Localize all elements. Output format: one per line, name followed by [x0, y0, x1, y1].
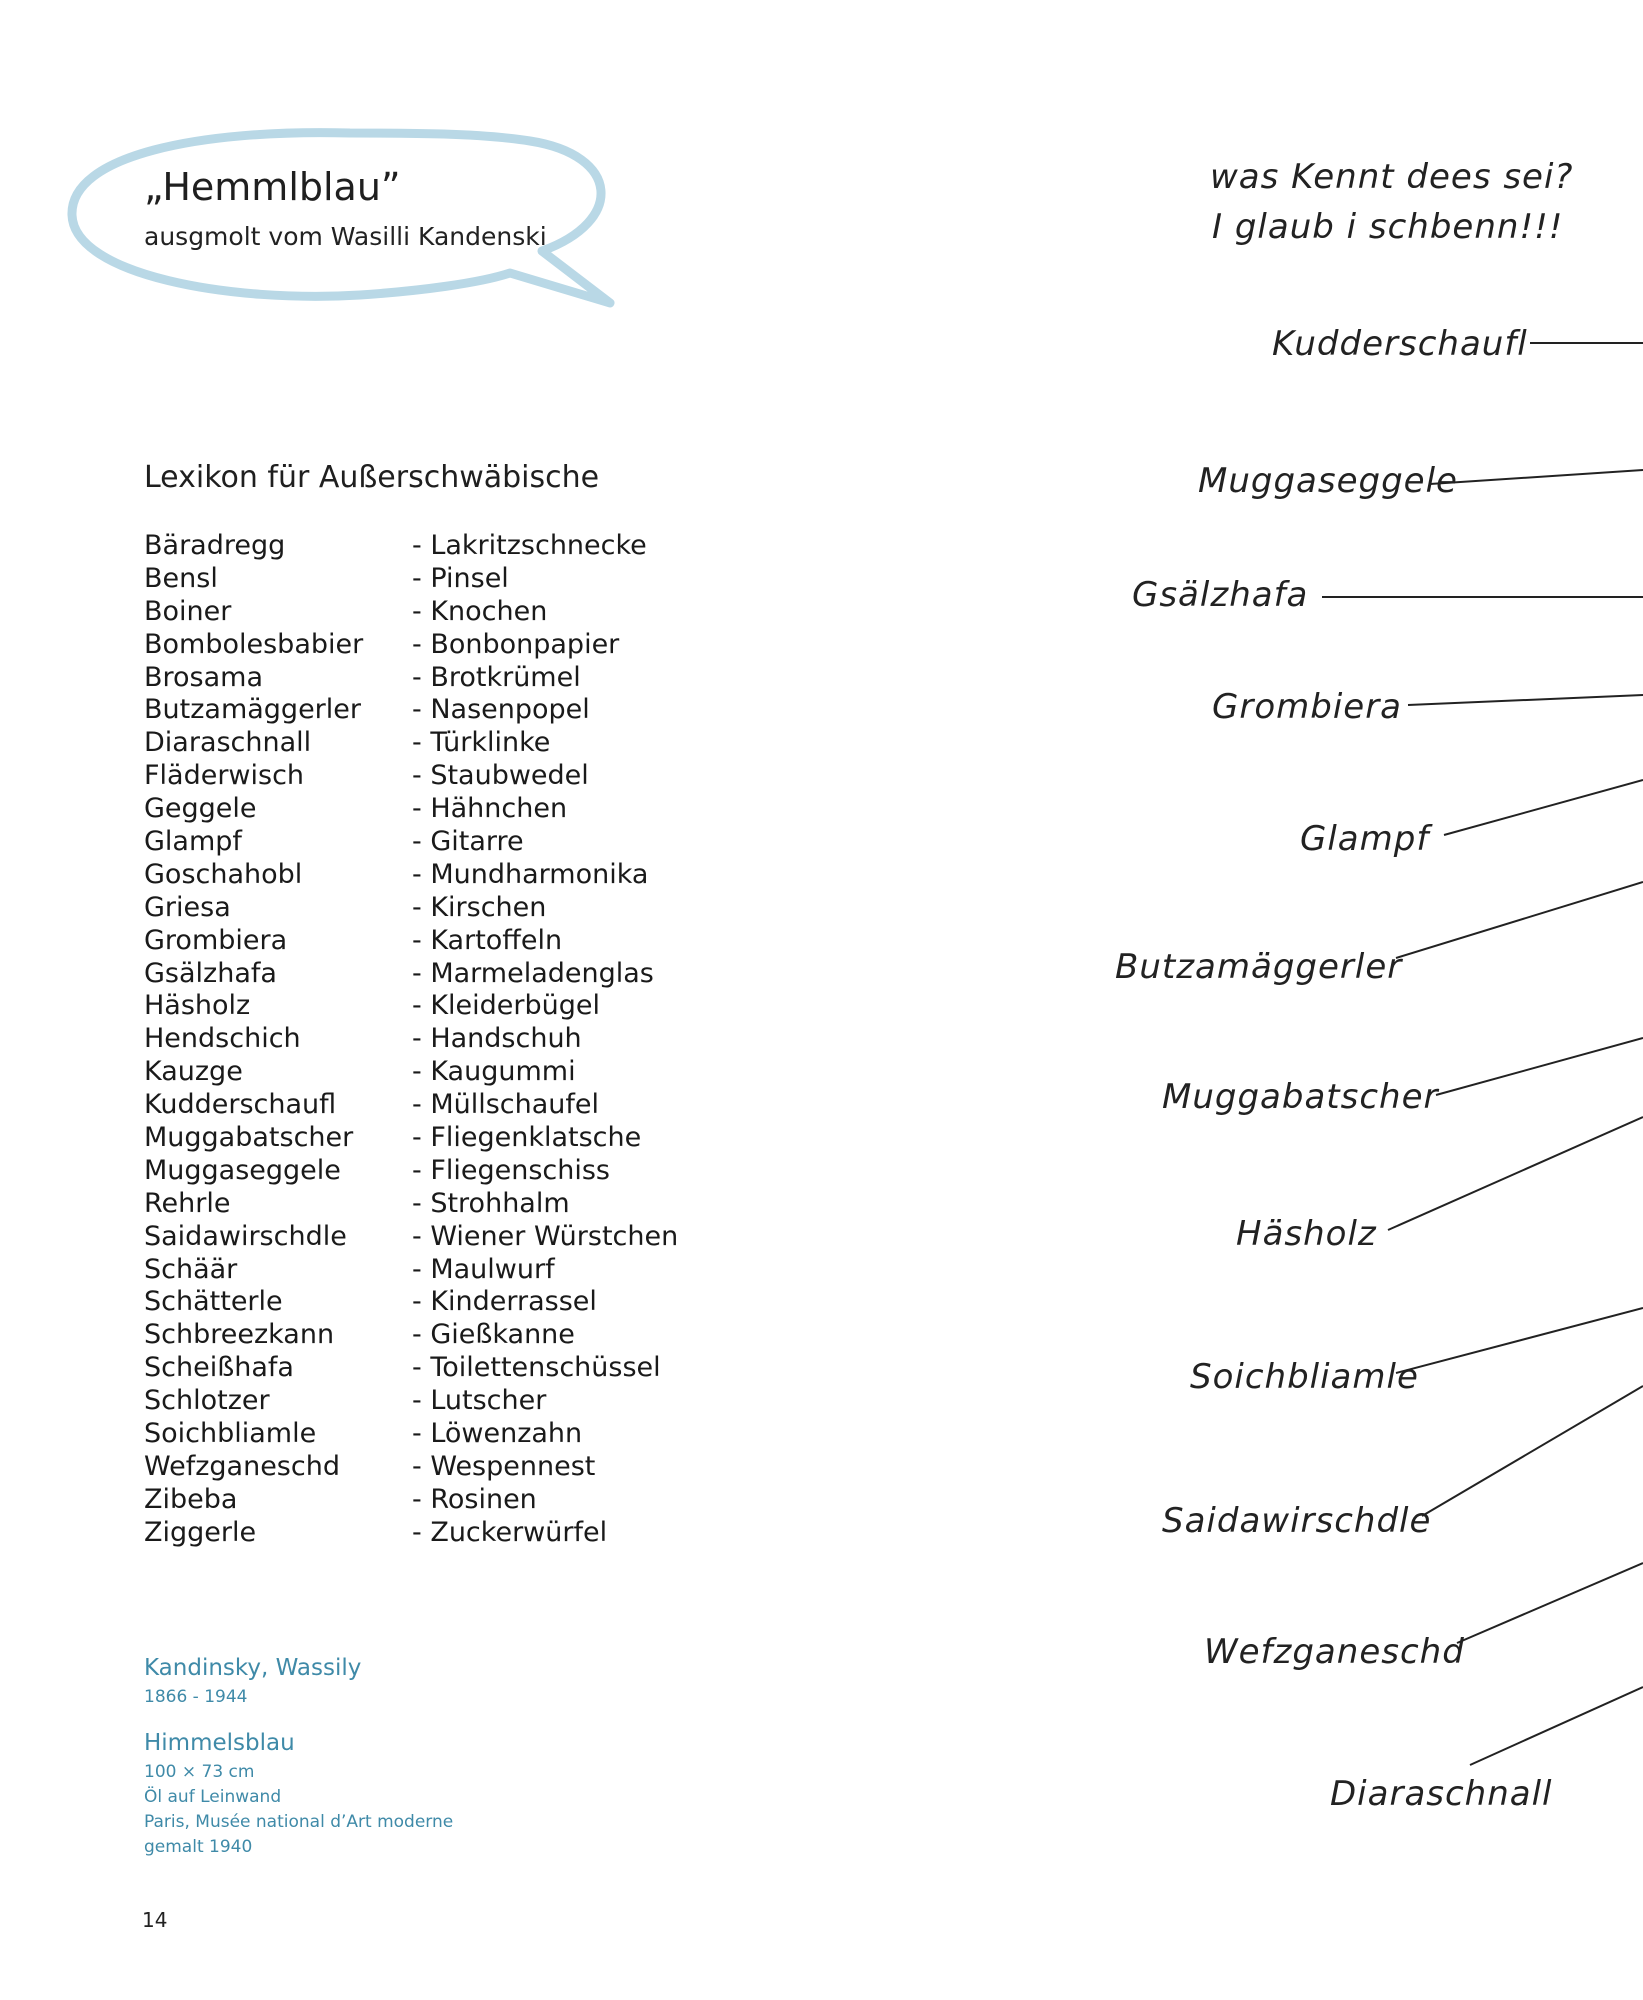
lexicon-meaning: - Hähnchen: [412, 793, 568, 825]
lexicon-word: Schäär: [144, 1253, 238, 1285]
lexicon-word: Bäradregg: [144, 530, 286, 561]
pointer-line: [1396, 1308, 1643, 1373]
pointer-line: [1470, 1687, 1643, 1765]
artist-lifespan: 1866 - 1944: [144, 1687, 248, 1707]
lexicon-word: Grombiera: [144, 924, 288, 956]
lexicon-word: Hendschich: [144, 1023, 301, 1055]
pointer-line: [1388, 1117, 1643, 1230]
lexicon-meaning: - Lutscher: [412, 1385, 547, 1417]
lexicon-word: Butzamäggerler: [144, 694, 361, 726]
pointer-line: [1422, 1386, 1643, 1516]
lexicon-meaning: - Knochen: [412, 595, 548, 627]
lexicon-meaning: - Gitarre: [412, 826, 524, 858]
lexicon-word: Ziggerle: [144, 1516, 257, 1548]
artwork-medium: Öl auf Leinwand: [144, 1787, 282, 1807]
lexicon-meaning: - Staubwedel: [412, 760, 589, 792]
lexicon-meaning: - Müllschaufel: [412, 1089, 600, 1121]
lexicon-word: Soichbliamle: [144, 1418, 317, 1450]
page-number: 14: [142, 1908, 168, 1932]
lexicon-meaning: - Kleiderbügel: [412, 990, 600, 1022]
lexicon-meaning: - Maulwurf: [412, 1253, 555, 1285]
label-muggabatscher: Muggabatscher: [1162, 1077, 1439, 1117]
bubble-subtitle: ausgmolt vom Wasilli Kandenski: [144, 222, 547, 251]
pointer-line: [1457, 1563, 1643, 1643]
lexicon-word: Rehrle: [144, 1187, 231, 1219]
lexicon-word: Schätterle: [144, 1286, 283, 1318]
label-saidawirschdle: Saidawirschdle: [1162, 1501, 1432, 1541]
lexicon-meaning: - Fliegenschiss: [412, 1154, 610, 1186]
lexicon-word: Scheißhafa: [144, 1352, 294, 1384]
lexicon-meaning: - Pinsel: [412, 562, 509, 594]
lexicon-meaning: - Fliegenklatsche: [412, 1122, 642, 1154]
lexicon-meaning: - Gießkanne: [412, 1319, 575, 1351]
lexicon-word: Muggabatscher: [144, 1122, 354, 1154]
label-grombiera: Grombiera: [1212, 687, 1403, 727]
lexicon-meaning: - Löwenzahn: [412, 1418, 583, 1450]
pointer-line: [1436, 1038, 1643, 1095]
lexicon-meaning: - Kinderrassel: [412, 1286, 597, 1318]
lexicon-meaning: - Toilettenschüssel: [412, 1352, 661, 1384]
lexicon-word: Diaraschnall: [144, 727, 312, 759]
lexicon-word: Glampf: [144, 826, 242, 858]
lexicon-meaning: - Nasenpopel: [412, 694, 590, 726]
lexicon-word: Zibeba: [144, 1483, 238, 1515]
bubble-title: „Hemmlblau”: [144, 165, 401, 209]
lexicon-meaning: - Brotkrümel: [412, 661, 581, 693]
lexicon-word: Kauzge: [144, 1056, 243, 1088]
lexicon-meaning: - Wiener Würstchen: [412, 1220, 679, 1252]
lexicon-word: Fläderwisch: [144, 760, 305, 792]
lexicon-meaning: - Mundharmonika: [412, 858, 649, 890]
lexicon-word: Gsälzhafa: [144, 957, 277, 989]
label-diaraschnall: Diaraschnall: [1330, 1774, 1553, 1814]
label-muggaseggele: Muggaseggele: [1198, 461, 1458, 501]
pointer-line: [1408, 695, 1643, 705]
lexicon-meaning: - Türklinke: [412, 727, 551, 759]
lexicon-meaning: - Strohhalm: [412, 1187, 570, 1219]
label-haesholz: Häsholz: [1236, 1214, 1377, 1254]
label-gsaelzhafa: Gsälzhafa: [1132, 575, 1309, 615]
handwritten-question-line1: was Kennt dees sei?: [1210, 157, 1574, 197]
lexicon-word: Häsholz: [144, 990, 251, 1022]
pointer-line: [1444, 780, 1643, 835]
lexicon-meaning: - Bonbonpapier: [412, 628, 620, 660]
lexicon-word: Brosama: [144, 661, 264, 693]
lexicon-word: Bensl: [144, 562, 218, 594]
lexicon-word: Schbreezkann: [144, 1319, 335, 1351]
pointer-line: [1430, 470, 1643, 484]
lexicon-word: Kudderschaufl: [144, 1089, 337, 1121]
lexicon-word: Bombolesbabier: [144, 628, 364, 660]
lexicon-word: Boiner: [144, 595, 232, 627]
lexicon-word: Saidawirschdle: [144, 1220, 347, 1252]
lexicon-meaning: - Kirschen: [412, 891, 547, 923]
lexicon-word: Goschahobl: [144, 858, 303, 890]
label-soichbliamle: Soichbliamle: [1190, 1357, 1419, 1397]
label-wefzganeschd: Wefzganeschd: [1204, 1632, 1465, 1672]
lexicon-word: Geggele: [144, 793, 257, 825]
lexicon-word: Wefzganeschd: [144, 1450, 340, 1482]
lexicon-meaning: - Marmeladenglas: [412, 957, 654, 989]
lexicon-word: Griesa: [144, 891, 231, 923]
lexicon-heading: Lexikon für Außerschwäbische: [144, 460, 600, 495]
lexicon-meaning: - Kaugummi: [412, 1056, 576, 1088]
artist-name: Kandinsky, Wassily: [144, 1655, 362, 1681]
artwork-title: Himmelsblau: [144, 1730, 295, 1756]
label-glampf: Glampf: [1300, 819, 1430, 859]
handwritten-question-line2: I glaub i schbenn!!!: [1212, 207, 1564, 247]
pointer-line: [1396, 882, 1643, 958]
lexicon-word: Schlotzer: [144, 1385, 270, 1417]
lexicon-word: Muggaseggele: [144, 1154, 341, 1186]
artwork-location: Paris, Musée national d’Art moderne: [144, 1812, 454, 1832]
lexicon-meaning: - Handschuh: [412, 1023, 582, 1055]
artwork-date: gemalt 1940: [144, 1837, 253, 1857]
label-butzamaeggerler: Butzamäggerler: [1115, 947, 1403, 987]
lexicon-meaning: - Lakritzschnecke: [412, 530, 647, 561]
artwork-size: 100 × 73 cm: [144, 1762, 255, 1782]
lexicon-meaning: - Rosinen: [412, 1483, 537, 1515]
lexicon-meaning: - Kartoffeln: [412, 924, 563, 956]
label-kudderschaufl: Kudderschaufl: [1272, 324, 1528, 364]
lexicon-meaning: - Wespennest: [412, 1450, 596, 1482]
lexicon-meaning: - Zuckerwürfel: [412, 1516, 608, 1548]
